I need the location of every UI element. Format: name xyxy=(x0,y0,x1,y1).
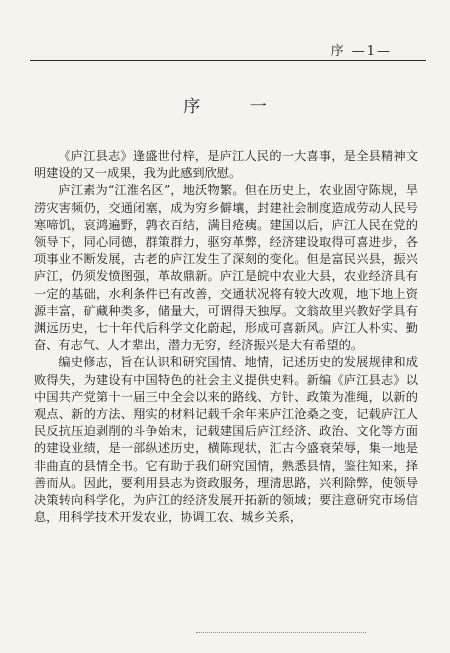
paragraph-3: 编史修志，旨在认识和研究国情、地情，记述历史的发展规律和成败得失，为建设有中国特色的社会主义提供史料。新编《庐江县志》以中国共产党第十一届三中全会以来的路线、方针、政策为准绳，以新的观点、新的方法、翔实的材料记载千余年来庐江沧桑之变，记载庐江人民反抗压迫剥削的斗争始末，记载建国后庐江经济、政治、文化等方面的建设业绩，是一部纵述历史，横陈现状，汇古今盛衰荣辱，集一地是非曲直的县情全书。它有助于我们研究国情，熟悉县情，鉴往知来，择善而从。因此，要利用县志为资政服务，理清思路，兴利除弊，使领导决策转向科学化，为庐江的经济发展开拓新的领域；要注意研究市场信息，用科学技术开发农业，协调工农、城乡关系， xyxy=(34,355,418,525)
running-header: 序 —1— xyxy=(330,44,392,59)
paragraph-1: 《庐江县志》逢盛世付梓，是庐江人民的一大喜事，是全县精神文明建设的又一成果，我为此感到欣慰。 xyxy=(34,149,418,181)
bottom-rule xyxy=(196,632,366,633)
paragraph-2: 庐江素为“江淮名区”，地沃物繁。但在历史上，农业固守陈规，旱涝灾害频仍，交通闭塞，成为穷乡僻壤，封建社会制度造成劳动人民号寒啼饥，哀鸿遍野，鹑衣百结，满目疮痍。建国以后，庐江人民在党的领导下，同心同德，群策群力，驱穷革弊，经济建设取得可喜进步，各项事业不断发展，古老的庐江发生了深刻的变化。但是富民兴县，振兴庐江，仍须发愤图强，革故鼎新。庐江是皖中农业大县，农业经济具有一定的基础，水利条件已有改善，交通状况将有较大改观，地下地上资源丰富，矿藏种类多，储量大，可谓得天独厚。文翁故里兴教好学具有渊远历史，七十年代后科学文化蔚起，形成可喜新风。庐江人朴实、勤奋、有志气、人才辈出，潜力无穷，经济振兴是大有希望的。 xyxy=(34,183,418,353)
header-rule xyxy=(30,60,426,61)
body-text xyxy=(34,148,418,526)
page-title: 序 一 xyxy=(183,97,289,117)
